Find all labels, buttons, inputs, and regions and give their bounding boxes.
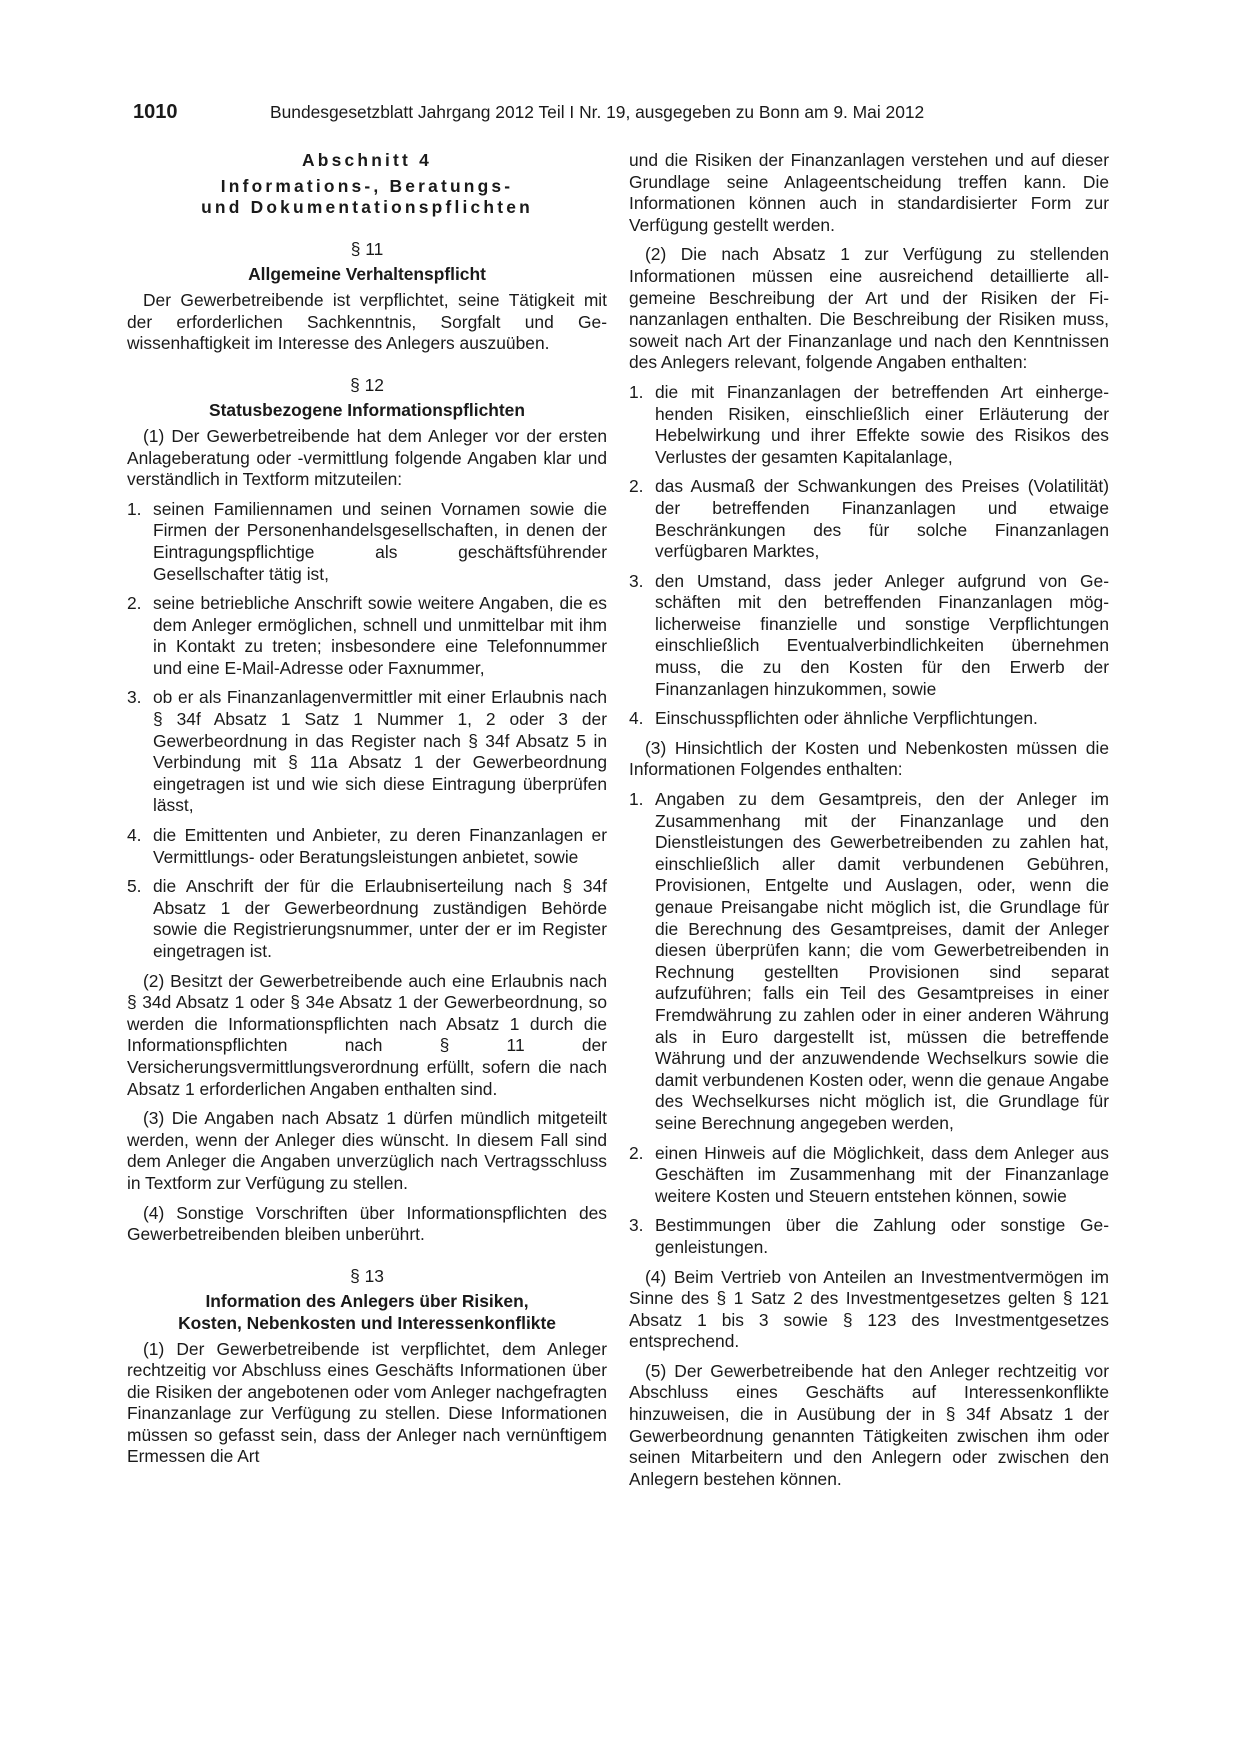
section-11-title: Allgemeine Verhaltenspflicht: [248, 264, 486, 285]
section-13-para-1: (1) Der Gewerbetreibende ist verpflichtet, dem Anleger rechtzeitig vor Abschluss eines Geschäfts Informationen über die Risiken der angebotenen oder vom Anleger nachgefragten Finanzanlage zur Verfügung zu stellen. Diese Informationen müssen so gefasst sein, dass der Anleger nach vernünftigem Ermessen die Art: [127, 1338, 607, 1467]
list-item-number: 1.: [629, 789, 644, 810]
list-item-number: 3.: [629, 570, 644, 591]
section-12-para-2: (2) Besitzt der Gewerbetreibende auch eine Erlaubnis nach § 34d Absatz 1 oder § 34e Absatz 1 der Gewerbeordnung, so werden die Informationspflichten nach Absatz 1 durch die Informationspflichten nach § 11 der Versicherungsvermittlungsverordnung erfüllt, sofern die nach Absatz 1 erforderlichen Angaben enthalten sind.: [127, 970, 607, 1099]
section-13-para-3: (3) Hinsichtlich der Kosten und Nebenkosten müssen die Informationen Folgendes enthalten:: [629, 737, 1109, 780]
list-item-number: 4.: [127, 825, 142, 846]
list-item-text: Einschusspflichten oder ähnliche Verpflichtungen.: [655, 708, 1038, 729]
list-item-text: das Ausmaß der Schwankungen des Preises (Volatilität) der betreffenden Finanzanlagen und etwaige Beschränkungen des für solche Finanzanlagen verfügbaren Marktes,: [655, 476, 1109, 562]
list-item-text: ob er als Finanzanlagenvermittler mit einer Erlaubnis nach § 34f Absatz 1 Satz 1 Nummer 1, 2 oder 3 der Gewerbeordnung in das Register nach § 34f Absatz 5 in Verbindung mit § 11a Absatz 1 der Gewerbeordnung eingetragen ist und wie sich diese Eintragung überprüfen lässt,: [153, 687, 607, 816]
list-item-number: 2.: [127, 593, 142, 614]
list-item-text: seine betriebliche Anschrift sowie weitere Angaben, die es dem Anleger ermöglichen, schnell und unmittelbar mit ihm in Kontakt zu treten; insbesondere eine Telefonnummer und eine E-Mail-Adresse oder Faxnummer,: [153, 593, 607, 678]
list-item-text: einen Hinweis auf die Möglichkeit, dass dem Anleger aus Geschäften im Zusammenhang mit der Finanzanlage weitere Kosten und Steuern entstehen können, sowie: [655, 1142, 1109, 1206]
list-item-text: den Umstand, dass jeder Anleger aufgrund von Geschäften mit den betreffenden Finanzanlagen möglicherweise finanzielle und sonstige Verpflichtungen einschließlich Eventualverbindlichkeiten übernehmen muss, die zu den Kosten für den Erwerb der Finanzanlagen hinzukommen, sowie: [655, 570, 1109, 699]
list-item-number: 1.: [127, 498, 142, 519]
list-item: [127, 876, 607, 962]
list-item: [629, 382, 1109, 468]
page-number: 1010: [133, 101, 178, 123]
list-item: [127, 825, 607, 868]
list-item-text: Angaben zu dem Gesamtpreis, den der Anleger im Zusammenhang mit der Finanzanlage und den Dienstleistungen des Gewerbetreibenden zu zahlen hat, einschließlich aller damit verbundenen Gebühren, Provisionen, Entgelte und Auslagen, oder, wenn die genaue Preisangabe nicht möglich ist, die Grundlage für die Berechnung des Gesamtpreises, damit der Anleger diesen überprüfen kann; die vom Gewerbetreibenden in Rechnung gestellten Provisionen sind separat aufzuführen; falls ein Teil des Gesamtpreises in einer Fremdwährung zu zahlen oder in einer anderen Währung als in Euro dargestellt ist, müssen die betreffende Währung und der anzuwendende Wechselkurs sowie die damit verbundenen Kosten oder, wenn die genaue Angabe des Wechselkurses nicht möglich ist, die Grundlage für seine Berechnung angegeben werden,: [655, 789, 1109, 1133]
section-12-para-4: (4) Sonstige Vorschriften über Informationspflichten des Gewerbetreibenden bleiben unberührt.: [127, 1202, 607, 1245]
list-item: [629, 1215, 1109, 1258]
section-13-para-2: (2) Die nach Absatz 1 zur Verfügung zu stellenden Informationen müssen eine ausreichend detaillierte allgemeine Beschreibung der Art und der Risiken der Finanzanlagen enthalten. Die Beschreibung der Risiken muss, soweit nach Art der Finanzanlage und nach den Kenntnissen des Anlegers relevant, folgende Angaben enthalten:: [629, 244, 1109, 373]
abschnitt-title-line1: Informations-, Beratungs-: [220, 175, 514, 196]
list-item-text: die mit Finanzanlagen der betreffenden Art einhergehenden Risiken, einschließlich einer Erläuterung der Hebelwirkung und ihrer Effekte sowie des Risikos des Verlustes der gesamten Kapitalanlage,: [655, 381, 1109, 467]
section-13-title-line1: Information des Anlegers über Risiken,: [205, 1291, 529, 1312]
list-item-text: Bestimmungen über die Zahlung oder sonstige Gegenleistungen.: [655, 1215, 1109, 1257]
abschnitt-heading: Abschnitt 4: [302, 150, 432, 170]
section-12-title: Statusbezogene Informationspflichten: [209, 400, 525, 421]
list-item: [629, 1143, 1109, 1208]
list-item: [629, 708, 1109, 730]
list-item: [127, 499, 607, 585]
right-column: [629, 150, 1109, 1498]
section-12-para-3: (3) Die Angaben nach Absatz 1 dürfen mündlich mitgeteilt werden, wenn der Anleger dies wünscht. In diesem Fall sind dem Anleger die Angaben unverzüglich nach Vertragsschluss in Textform zur Verfügung zu stellen.: [127, 1108, 607, 1193]
list-item-number: 5.: [127, 876, 142, 897]
section-11-number: § 11: [350, 238, 384, 259]
list-item: [629, 789, 1109, 1135]
list-item: [629, 476, 1109, 562]
section-13-para-5: (5) Der Gewerbetreibende hat den Anleger rechtzeitig vor Abschluss eines Geschäfts auf Interessenkonflikte hinzuweisen, die in Ausübung der in § 34f Absatz 1 der Gewerbeordnung genannten Tätigkeiten zwischen ihm oder seinen Mitarbeitern und den Anlegern oder zwischen den Anlegern bestehen können.: [629, 1360, 1109, 1489]
left-column: [127, 150, 607, 1476]
abschnitt-title-line2: und Dokumentationspflichten: [201, 197, 533, 218]
section-13-title-line2: Kosten, Nebenkosten und Interessenkonflikte: [178, 1312, 556, 1333]
section-13-para-4: (4) Beim Vertrieb von Anteilen an Investmentvermögen im Sinne des § 1 Satz 2 des Investmentgesetzes gelten § 121 Absatz 1 bis 3 sowie § 123 des Investmentgesetzes entsprechend.: [629, 1266, 1109, 1352]
publication-line: Bundesgesetzblatt Jahrgang 2012 Teil I Nr. 19, ausgegeben zu Bonn am 9. Mai 2012: [270, 102, 925, 122]
list-item-number: 2.: [629, 1142, 644, 1163]
list-item: [629, 571, 1109, 701]
list-item-number: 1.: [629, 381, 644, 402]
list-item-text: die Anschrift der für die Erlaubniserteilung nach § 34f Absatz 1 der Gewerbeordnung zuständigen Behörde sowie die Registrierungsnummer, unter der er im Register eingetragen ist.: [153, 876, 607, 961]
section-11-text: Der Gewerbetreibende ist verpflichtet, seine Tätigkeit mit der erforderlichen Sachkenntnis, Sorgfalt und Gewissenhaftigkeit im Interesse des Anlegers auszuüben.: [127, 289, 607, 354]
section-12-number: § 12: [350, 374, 384, 395]
list-item-number: 2.: [629, 476, 644, 497]
list-item-text: seinen Familiennamen und seinen Vornamen sowie die Firmen der Personenhandelsgesellschaften, in denen der Eintragungspflichtige als geschäftsführender Gesellschafter tätig ist,: [153, 498, 607, 584]
list-item-text: die Emittenten und Anbieter, zu deren Finanzanlagen er Vermittlungs- oder Beratungsleistungen anbietet, sowie: [153, 825, 607, 867]
list-item: [127, 687, 607, 817]
list-item-number: 4.: [629, 708, 644, 729]
list-item: [127, 593, 607, 679]
section-12-para-1: (1) Der Gewerbetreibende hat dem Anleger vor der ersten Anlageberatung oder -vermittlung folgende Angaben klar und verständlich in Textform mitzuteilen:: [127, 425, 607, 490]
list-item-number: 3.: [629, 1215, 644, 1236]
list-item-number: 3.: [127, 687, 142, 708]
section-13-number: § 13: [350, 1265, 384, 1286]
page-header: [0, 101, 1241, 125]
section-13-para-1-continued: und die Risiken der Finanzanlagen verstehen und auf dieser Grundlage seine Anlageentscheidung treffen kann. Die Informationen können auch in standardisierter Form zur Verfügung gestellt werden.: [629, 150, 1109, 235]
